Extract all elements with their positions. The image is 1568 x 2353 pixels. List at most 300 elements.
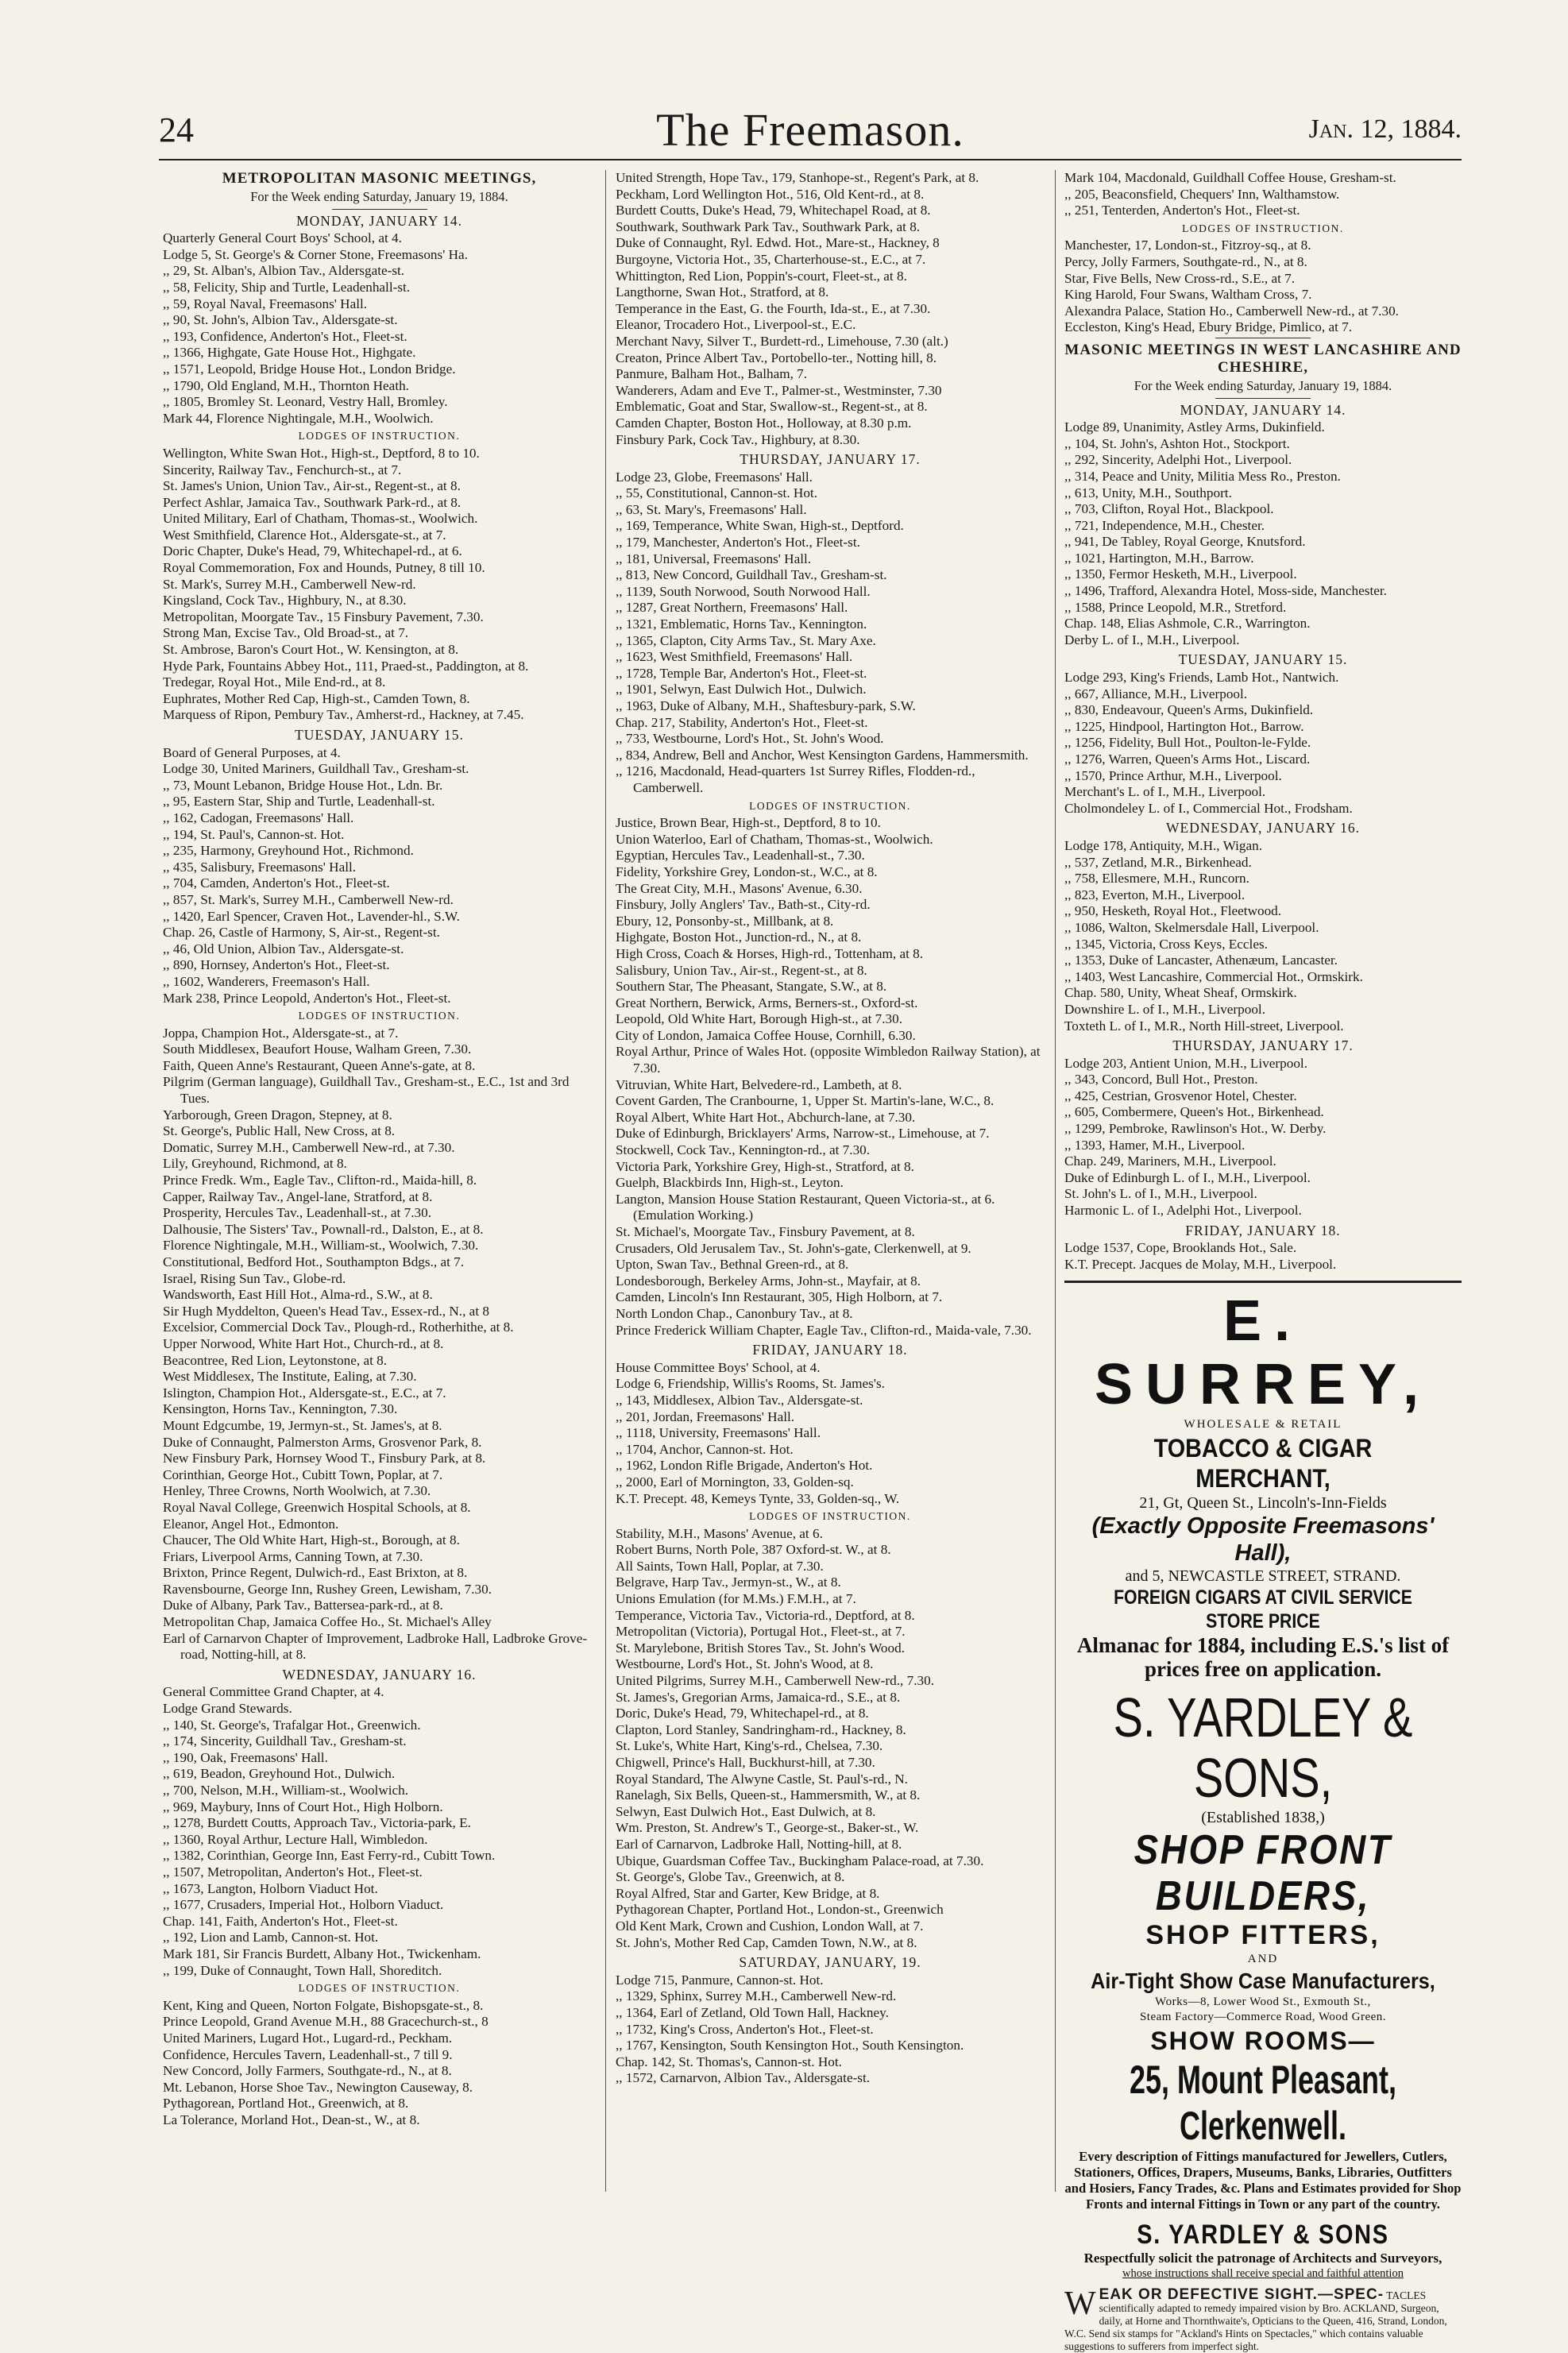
meeting-entry: ,, 667, Alliance, M.H., Liverpool. (1064, 686, 1248, 701)
meeting-entry: Metropolitan (Victoria), Portugal Hot., Fleet-st., at 7. (616, 1624, 906, 1640)
header-rule (159, 159, 1462, 160)
meeting-entry: Merchant's L. of I., M.H., Liverpool. (1064, 784, 1266, 800)
meeting-entry: ,, 1139, South Norwood, South Norwood Hall. (616, 583, 871, 599)
meeting-entry: Lodge 293, King's Friends, Lamb Hot., Nantwich. (1064, 670, 1339, 686)
meeting-entry: St. Luke's, White Hart, King's-rd., Chelsea, 7.30. (616, 1738, 883, 1754)
section-title: METROPOLITAN MASONIC MEETINGS, (222, 170, 537, 187)
meeting-entry: Lily, Greyhound, Richmond, at 8. (163, 1156, 347, 1172)
meeting-entry: Royal Standard, The Alwyne Castle, St. Paul's-rd., N. (616, 1771, 908, 1787)
meeting-entry: Langton, Mansion House Station Restaurant, Queen Victoria-st., at 6. (Emulation Working.) (616, 1191, 995, 1223)
meeting-entry: Finsbury, Jolly Anglers' Tav., Bath-st., City-rd. (616, 897, 871, 913)
section-title: MASONIC MEETINGS IN WEST LANCASHIRE AND CHESHIRE, (1064, 341, 1462, 376)
meeting-entry: Unions Emulation (for M.Ms.) F.M.H., at 7. (616, 1591, 856, 1607)
meeting-entry: ,, 1021, Hartington, M.H., Barrow. (1064, 550, 1254, 566)
meeting-entry: ,, 834, Andrew, Bell and Anchor, West Kensington Gardens, Hammersmith. (616, 747, 1029, 763)
meeting-entry: Temperance in the East, G. the Fourth, Ida-st., E., at 7.30. (616, 300, 931, 316)
instruction-heading: LODGES OF INSTRUCTION. (749, 1510, 911, 1523)
meeting-entry: United Strength, Hope Tav., 179, Stanhope-st., Regent's Park, at 8. (616, 170, 979, 185)
meeting-entry: Ebury, 12, Ponsonby-st., Millbank, at 8. (616, 913, 834, 929)
meeting-entry: Domatic, Surrey M.H., Camberwell New-rd., at 7.30. (163, 1139, 455, 1155)
yardley-established: (Established 1838,) (1201, 1809, 1325, 1826)
meeting-entry: ,, 1790, Old England, M.H., Thornton Heath. (163, 377, 409, 393)
meeting-entry: West Middlesex, The Institute, Ealing, at 7.30. (163, 1369, 417, 1385)
meeting-entry: Euphrates, Mother Red Cap, High-st., Camden Town, 8. (163, 690, 470, 706)
meeting-entry: Westbourne, Lord's Hot., St. John's Wood, at 8. (616, 1656, 874, 1672)
masthead: The Freemason. (656, 104, 964, 156)
meeting-entry: Prince Leopold, Grand Avenue M.H., 88 Gracechurch-st., 8 (163, 2014, 489, 2030)
meeting-entry: ,, 201, Jordan, Freemasons' Hall. (616, 1408, 795, 1424)
meeting-entry: Leopold, Old White Hart, Borough High-st., at 7.30. (616, 1011, 903, 1027)
meeting-entry: ,, 1225, Hindpool, Hartington Hot., Barrow. (1064, 718, 1304, 734)
meeting-entry: Duke of Albany, Park Tav., Battersea-park-rd., at 8. (163, 1598, 443, 1613)
meeting-entry: Ranelagh, Six Bells, Queen-st., Hammersmith, W., at 8. (616, 1787, 921, 1803)
meeting-entry: St. John's, Mother Red Cap, Camden Town, N.W., at 8. (616, 1934, 917, 1950)
meeting-entry: Great Northern, Berwick, Arms, Berners-st., Oxford-st. (616, 995, 918, 1010)
meeting-entry: Mt. Lebanon, Horse Shoe Tav., Newington Causeway, 8. (163, 2079, 473, 2095)
meeting-entry: Emblematic, Goat and Star, Swallow-st., Regent-st., at 8. (616, 399, 928, 415)
meeting-entry: Ubique, Guardsman Coffee Tav., Buckingham Palace-road, at 7.30. (616, 1853, 984, 1868)
meeting-entry: St. Mark's, Surrey M.H., Camberwell New-rd. (163, 576, 416, 592)
meeting-entry: Lodge 178, Antiquity, M.H., Wigan. (1064, 837, 1262, 853)
meeting-entry: House Committee Boys' School, at 4. (616, 1359, 821, 1375)
yardley-works: Works—8, Lower Wood St., Exmouth St., (1155, 1995, 1371, 2008)
meeting-entry: Royal Naval College, Greenwich Hospital Schools, at 8. (163, 1499, 471, 1515)
column-divider (605, 170, 606, 2192)
yardley-advertisement (1064, 1687, 1462, 2281)
meeting-entry: ,, 174, Sincerity, Guildhall Tav., Gresham-st. (163, 1733, 407, 1749)
meeting-entry: Selwyn, East Dulwich Hot., East Dulwich, at 8. (616, 1803, 876, 1819)
meeting-entry: ,, 537, Zetland, M.R., Birkenhead. (1064, 854, 1252, 870)
meeting-entry: Henley, Three Crowns, North Woolwich, at 7.30. (163, 1483, 431, 1499)
meeting-entry: King Harold, Four Swans, Waltham Cross, 7. (1064, 287, 1312, 303)
meeting-entry: Lodge 6, Friendship, Willis's Rooms, St. James's. (616, 1376, 885, 1392)
meeting-entry: ,, 613, Unity, M.H., Southport. (1064, 485, 1232, 500)
meeting-entry: Percy, Jolly Farmers, Southgate-rd., N., at 8. (1064, 253, 1307, 269)
meeting-entry: Star, Five Bells, New Cross-rd., S.E., at 7. (1064, 270, 1296, 286)
meeting-entry: ,, 890, Hornsey, Anderton's Hot., Fleet-st. (163, 957, 390, 973)
meeting-entry: ,, 63, St. Mary's, Freemasons' Hall. (616, 501, 807, 517)
meeting-entry: Merchant Navy, Silver T., Burdett-rd., Limehouse, 7.30 (alt.) (616, 333, 948, 349)
day-heading: WEDNESDAY, JANUARY 16. (1165, 820, 1360, 836)
day-heading: THURSDAY, JANUARY 17. (1172, 1037, 1354, 1054)
meeting-entry: Pilgrim (German language), Guildhall Tav., Gresham-st., E.C., 1st and 3rd Tues. (163, 1074, 570, 1107)
meeting-entry: Beacontree, Red Lion, Leytonstone, at 8. (163, 1352, 388, 1368)
meeting-entry: ,, 90, St. John's, Albion Tav., Aldersgate-st. (163, 312, 398, 328)
meeting-entry: ,, 758, Ellesmere, M.H., Runcorn. (1064, 871, 1249, 887)
meeting-entry: Excelsior, Commercial Dock Tav., Plough-rd., Rotherhithe, at 8. (163, 1319, 514, 1335)
meeting-entry: ,, 1086, Walton, Skelmersdale Hall, Liverpool. (1064, 919, 1319, 935)
meeting-entry: ,, 29, St. Alban's, Albion Tav., Aldersgate-st. (163, 263, 405, 279)
meeting-entry: Strong Man, Excise Tav., Old Broad-st., at 7. (163, 625, 409, 641)
meeting-entry: Pythagorean Chapter, Portland Hot., London-st., Greenwich (616, 1902, 944, 1918)
column-divider (1055, 170, 1056, 2192)
meeting-entry: South Middlesex, Beaufort House, Walham Green, 7.30. (163, 1041, 472, 1057)
meeting-entry: ,, 251, Tenterden, Anderton's Hot., Fleet-st. (1064, 203, 1300, 218)
day-heading: TUESDAY, JANUARY 15. (295, 727, 464, 743)
meeting-entry: Friars, Liverpool Arms, Canning Town, at 7.30. (163, 1548, 423, 1564)
meeting-entry: Mark 238, Prince Leopold, Anderton's Hot., Fleet-st. (163, 990, 451, 1006)
meeting-entry: ,, 1382, Corinthian, George Inn, East Ferry-rd., Cubitt Town. (163, 1848, 496, 1864)
meeting-entry: Highgate, Boston Hot., Junction-rd., N., at 8. (616, 929, 862, 945)
meeting-entry: ,, 193, Confidence, Anderton's Hot., Fleet-st. (163, 328, 407, 344)
west-lancashire-listings (1064, 170, 1462, 1273)
meeting-entry: ,, 733, Westbourne, Lord's Hot., St. John's Wood. (616, 731, 884, 747)
surrey-almanac: Almanac for 1884, including E.S.'s list of prices free on application. (1076, 1633, 1450, 1681)
instruction-heading: LODGES OF INSTRUCTION. (298, 1982, 461, 1995)
meeting-entry: Israel, Rising Sun Tav., Globe-rd. (163, 1270, 346, 1286)
meeting-entry: ,, 343, Concord, Bull Hot., Preston. (1064, 1072, 1258, 1088)
meeting-entry: Earl of Carnarvon Chapter of Improvement, Ladbroke Hall, Ladbroke Grove-road, Notting-hill, at 8. (163, 1630, 588, 1663)
meeting-entry: ,, 703, Clifton, Royal Hot., Blackpool. (1064, 501, 1274, 517)
meeting-entry: ,, 1507, Metropolitan, Anderton's Hot., Fleet-st. (163, 1864, 423, 1880)
meeting-entry: ,, 1299, Pembroke, Rawlinson's Hot., W. Derby. (1064, 1121, 1327, 1137)
meeting-entry: K.T. Precept. Jacques de Molay, M.H., Liverpool. (1064, 1256, 1337, 1272)
meeting-entry: St. Marylebone, British Stores Tav., St. John's Wood. (616, 1640, 905, 1656)
meeting-entry: ,, 59, Royal Naval, Freemasons' Hall. (163, 296, 368, 311)
meeting-entry: Faith, Queen Anne's Restaurant, Queen Anne's-gate, at 8. (163, 1057, 476, 1073)
meeting-entry: Duke of Connaught, Palmerston Arms, Grosvenor Park, 8. (163, 1434, 482, 1450)
instruction-heading: LODGES OF INSTRUCTION. (298, 430, 461, 442)
meeting-entry: ,, 140, St. George's, Trafalgar Hot., Greenwich. (163, 1717, 421, 1733)
meeting-entry: Toxteth L. of I., M.R., North Hill-street, Liverpool. (1064, 1018, 1344, 1034)
meeting-entry: Metropolitan Chap, Jamaica Coffee Ho., St. Michael's Alley (163, 1614, 492, 1630)
meeting-entry: Doric, Duke's Head, 79, Whitechapel-rd., at 8. (616, 1706, 869, 1721)
meeting-entry: ,, 1732, King's Cross, Anderton's Hot., Fleet-st. (616, 2021, 874, 2037)
meeting-entry: Metropolitan, Moorgate Tav., 15 Finsbury Pavement, 7.30. (163, 609, 484, 624)
meeting-entry: Creaton, Prince Albert Tav., Portobello-ter., Notting hill, 8. (616, 350, 937, 365)
section-rule (332, 209, 427, 210)
meeting-entry: Eleanor, Trocadero Hot., Liverpool-st., E.C. (616, 317, 856, 333)
meeting-entry: ,, 1963, Duke of Albany, M.H., Shaftesbury-park, S.W. (616, 698, 916, 713)
meeting-entry: Board of General Purposes, at 4. (163, 744, 341, 760)
meeting-entry: ,, 1496, Trafford, Alexandra Hotel, Moss-side, Manchester. (1064, 583, 1387, 599)
meeting-entry: ,, 1673, Langton, Holborn Viaduct Hot. (163, 1880, 378, 1896)
meeting-entry: Lodge 30, United Mariners, Guildhall Tav., Gresham-st. (163, 761, 469, 777)
instruction-heading: LODGES OF INSTRUCTION. (1182, 222, 1344, 234)
meeting-entry: ,, 721, Independence, M.H., Chester. (1064, 517, 1265, 533)
meeting-entry: ,, 1353, Duke of Lancaster, Athenæum, Lancaster. (1064, 952, 1338, 968)
meeting-entry: Chigwell, Prince's Hall, Buckhurst-hill, at 7.30. (616, 1755, 875, 1770)
column-1 (163, 170, 596, 2204)
meeting-entry: Wandsworth, East Hill Hot., Alma-rd., S.W., at 8. (163, 1287, 433, 1303)
meeting-entry: Camden Chapter, Boston Hot., Holloway, at 8.30 p.m. (616, 415, 912, 431)
meeting-entry: ,, 1365, Clapton, City Arms Tav., St. Mary Axe. (616, 632, 876, 648)
sight-advertisement (1064, 2285, 1462, 2353)
meeting-entry: Earl of Carnarvon, Ladbroke Hall, Notting-hill, at 8. (616, 1836, 902, 1852)
page-header (159, 103, 1462, 159)
meeting-entry: Royal Albert, White Hart Hot., Abchurch-lane, at 7.30. (616, 1109, 916, 1125)
meeting-entry: Dalhousie, The Sisters' Tav., Pownall-rd., Dalston, E., at 8. (163, 1221, 484, 1237)
meeting-entry: Florence Nightingale, M.H., William-st., Woolwich, 7.30. (163, 1238, 479, 1254)
meeting-entry: Harmonic L. of I., Adelphi Hot., Liverpool. (1064, 1203, 1302, 1219)
page-number: 24 (159, 110, 194, 149)
meeting-entry: Royal Arthur, Prince of Wales Hot. (opposite Wimbledon Railway Station), at 7.30. (616, 1044, 1041, 1076)
meeting-entry: ,, 950, Hesketh, Royal Hot., Fleetwood. (1064, 903, 1282, 919)
surrey-advertisement (1064, 1281, 1462, 1681)
meeting-entry: Lodge 715, Panmure, Cannon-st. Hot. (616, 1972, 824, 1988)
meeting-entry: ,, 205, Beaconsfield, Chequers' Inn, Walthamstow. (1064, 186, 1340, 202)
day-heading: SATURDAY, JANUARY, 19. (739, 1954, 921, 1971)
yardley-name-2: S. YARDLEY & SONS (1137, 2219, 1389, 2250)
ad-rule (1064, 1281, 1462, 1283)
meeting-entry: Confidence, Hercules Tavern, Leadenhall-st., 7 till 9. (163, 2046, 453, 2062)
meeting-entry: Union Waterloo, Earl of Chatham, Thomas-st., Woolwich. (616, 831, 933, 847)
meeting-entry: ,, 46, Old Union, Albion Tav., Aldersgate-st. (163, 941, 404, 956)
meeting-entry: North London Chap., Canonbury Tav., at 8. (616, 1305, 853, 1321)
meeting-entry: ,, 605, Combermere, Queen's Hot., Birkenhead. (1064, 1104, 1324, 1120)
meeting-entry: High Cross, Coach & Horses, High-rd., Tottenham, at 8. (616, 945, 924, 961)
meeting-entry: Mount Edgcumbe, 19, Jermyn-st., St. James's, at 8. (163, 1417, 442, 1433)
meeting-entry: ,, 292, Sincerity, Adelphi Hot., Liverpool. (1064, 452, 1292, 468)
surrey-address-1: 21, Gt, Queen St., Lincoln's-Inn-Fields (1139, 1494, 1387, 1512)
meeting-entry: Corinthian, George Hot., Cubitt Town, Poplar, at 7. (163, 1466, 443, 1482)
meeting-entry: ,, 1329, Sphinx, Surrey M.H., Camberwell New-rd. (616, 1988, 897, 2004)
meeting-entry: Downshire L. of I., M.H., Liverpool. (1064, 1001, 1265, 1017)
meeting-entry: ,, 813, New Concord, Guildhall Tav., Gresham-st. (616, 567, 887, 583)
meeting-entry: Lodge 89, Unanimity, Astley Arms, Dukinfield. (1064, 419, 1325, 435)
meeting-entry: Upper Norwood, White Hart Hot., Church-rd., at 8. (163, 1335, 444, 1351)
meeting-entry: ,, 704, Camden, Anderton's Hot., Fleet-st. (163, 875, 390, 891)
meeting-entry: Chap. 141, Faith, Anderton's Hot., Fleet-st. (163, 1913, 398, 1929)
meeting-entry: Doric Chapter, Duke's Head, 79, Whitechapel-rd., at 6. (163, 543, 462, 559)
meeting-entry: ,, 55, Constitutional, Cannon-st. Hot. (616, 485, 817, 501)
meeting-entry: ,, 969, Maybury, Inns of Court Hot., High Holborn. (163, 1799, 443, 1814)
meeting-entry: Lodge 5, St. George's & Corner Stone, Freemasons' Ha. (163, 246, 468, 262)
meeting-entry: Pythagorean, Portland Hot., Greenwich, at 8. (163, 2096, 409, 2112)
meeting-entry: Duke of Connaught, Ryl. Edwd. Hot., Mare-st., Hackney, 8 (616, 235, 940, 251)
meeting-entry: ,, 1572, Carnarvon, Albion Tav., Aldersgate-st. (616, 2070, 871, 2086)
yardley-name: S. YARDLEY & SONS, (1113, 1687, 1413, 1809)
meeting-entry: Lodge 23, Globe, Freemasons' Hall. (616, 469, 813, 485)
meeting-entry: Perfect Ashlar, Jamaica Tav., Southwark Park-rd., at 8. (163, 494, 462, 510)
yardley-fitters: SHOP FITTERS, (1145, 1920, 1381, 1950)
drop-cap: W (1064, 2285, 1096, 2322)
meeting-entry: ,, 1901, Selwyn, East Dulwich Hot., Dulwich. (616, 682, 867, 697)
meeting-entry: La Tolerance, Morland Hot., Dean-st., W., at 8. (163, 2112, 420, 2127)
meeting-entry: ,, 235, Harmony, Greyhound Hot., Richmond. (163, 843, 414, 859)
meeting-entry: Royal Alfred, Star and Garter, Kew Bridge, at 8. (616, 1885, 880, 1901)
meeting-entry: ,, 435, Salisbury, Freemasons' Hall. (163, 859, 357, 875)
meeting-entry: Wanderers, Adam and Eve T., Palmer-st., Westminster, 7.30 (616, 382, 942, 398)
surrey-opposite: (Exactly Opposite Freemasons' Hall), (1091, 1513, 1435, 1566)
day-heading: WEDNESDAY, JANUARY 16. (282, 1666, 477, 1683)
meeting-entry: Sincerity, Railway Tav., Fenchurch-st., at 7. (163, 462, 402, 477)
meeting-entry: ,, 1570, Prince Arthur, M.H., Liverpool. (1064, 767, 1282, 783)
column-3 (1064, 170, 1462, 2352)
meeting-entry: Guelph, Blackbirds Inn, High-st., Leyton. (616, 1175, 844, 1191)
meeting-entry: Southwark, Southwark Park Tav., Southwark Park, at 8. (616, 218, 921, 234)
meeting-entry: Marquess of Ripon, Pembury Tav., Amherst-rd., Hackney, at 7.45. (163, 707, 524, 723)
meeting-entry: ,, 1216, Macdonald, Head-quarters 1st Surrey Rifles, Flodden-rd., Camberwell. (616, 763, 975, 795)
meeting-entry: Derby L. of I., M.H., Liverpool. (1064, 632, 1240, 647)
meeting-entry: Vitruvian, White Hart, Belvedere-rd., Lambeth, at 8. (616, 1076, 902, 1092)
meeting-entry: Burdett Coutts, Duke's Head, 79, Whitechapel Road, at 8. (616, 203, 931, 218)
meeting-entry: Brixton, Prince Regent, Dulwich-rd., East Brixton, at 8. (163, 1565, 468, 1581)
day-heading: FRIDAY, JANUARY 18. (752, 1342, 908, 1358)
meeting-entry: St. George's, Globe Tav., Greenwich, at 8. (616, 1869, 845, 1885)
section-subtitle: For the Week ending Saturday, January 19, 1884. (250, 189, 508, 204)
meeting-entry: Chap. 580, Unity, Wheat Sheaf, Ormskirk. (1064, 985, 1297, 1001)
meeting-entry: ,, 425, Cestrian, Grosvenor Hotel, Chester. (1064, 1088, 1297, 1103)
yardley-show-rooms: SHOW ROOMS— (1150, 2026, 1376, 2055)
meeting-entry: ,, 1805, Bromley St. Leonard, Vestry Hall, Bromley. (163, 394, 448, 410)
meeting-entry: ,, 1278, Burdett Coutts, Approach Tav., Victoria-park, E. (163, 1815, 471, 1831)
meeting-entry: Fidelity, Yorkshire Grey, London-st., W.C., at 8. (616, 864, 878, 879)
meeting-entry: ,, 192, Lion and Lamb, Cannon-st. Hot. (163, 1930, 379, 1945)
meeting-entry: ,, 1321, Emblematic, Horns Tav., Kennington. (616, 616, 867, 632)
meeting-entry: Victoria Park, Yorkshire Grey, High-st., Stratford, at 8. (616, 1158, 914, 1174)
meeting-entry: Eleanor, Angel Hot., Edmonton. (163, 1516, 339, 1532)
yardley-shopfront: SHOP FRONT BUILDERS, (1134, 1827, 1392, 1919)
meeting-entry: ,, 190, Oak, Freemasons' Hall. (163, 1749, 328, 1765)
meeting-entry: ,, 1420, Earl Spencer, Craven Hot., Lavender-hl., S.W. (163, 908, 460, 924)
meeting-entry: Chap. 26, Castle of Harmony, S, Air-st., Regent-st. (163, 925, 440, 941)
meeting-entry: ,, 179, Manchester, Anderton's Hot., Fleet-st. (616, 535, 860, 551)
meeting-entry: ,, 2000, Earl of Mornington, 33, Golden-sq. (616, 1474, 854, 1489)
meeting-entry: Wellington, White Swan Hot., High-st., Deptford, 8 to 10. (163, 445, 480, 461)
meeting-entry: St. George's, Public Hall, New Cross, at 8. (163, 1123, 396, 1139)
meeting-entry: ,, 1393, Hamer, M.H., Liverpool. (1064, 1137, 1246, 1153)
meeting-entry: Robert Burns, North Pole, 387 Oxford-st. W., at 8. (616, 1542, 891, 1558)
meeting-entry: ,, 58, Felicity, Ship and Turtle, Leadenhall-st. (163, 279, 411, 295)
meeting-entry: ,, 181, Universal, Freemasons' Hall. (616, 551, 812, 566)
meeting-entry: West Smithfield, Clarence Hot., Aldersgate-st., at 7. (163, 527, 446, 543)
meeting-entry: ,, 1588, Prince Leopold, M.R., Stretford. (1064, 599, 1287, 615)
yardley-address: 25, Mount Pleasant, Clerkenwell. (1129, 2057, 1397, 2148)
meeting-entry: Stability, M.H., Masons' Avenue, at 6. (616, 1525, 823, 1541)
meeting-entry: Hyde Park, Fountains Abbey Hot., 111, Praed-st., Paddington, at 8. (163, 658, 529, 674)
meeting-entry: Justice, Brown Bear, High-st., Deptford, 8 to 10. (616, 815, 881, 831)
meeting-entry: ,, 1366, Highgate, Gate House Hot., Highgate. (163, 345, 416, 361)
meeting-entry: Camden, Lincoln's Inn Restaurant, 305, High Holborn, at 7. (616, 1289, 943, 1305)
meeting-entry: ,, 1704, Anchor, Cannon-st. Hot. (616, 1441, 794, 1457)
meeting-entry: Kensington, Horns Tav., Kennington, 7.30. (163, 1401, 398, 1417)
meeting-entry: ,, 199, Duke of Connaught, Town Hall, Shoreditch. (163, 1962, 442, 1978)
meeting-entry: ,, 1276, Warren, Queen's Arms Hot., Liscard. (1064, 751, 1311, 767)
meeting-entry: New Finsbury Park, Hornsey Wood T., Finsbury Park, at 8. (163, 1451, 486, 1466)
meeting-entry: St. James's, Gregorian Arms, Jamaica-rd., S.E., at 8. (616, 1689, 901, 1705)
section-rule (1215, 398, 1311, 399)
meeting-entry: ,, 1571, Leopold, Bridge House Hot., London Bridge. (163, 361, 456, 377)
meeting-entry: United Mariners, Lugard Hot., Lugard-rd., Peckham. (163, 2030, 453, 2046)
meeting-entry: Cholmondeley L. of I., Commercial Hot., Frodsham. (1064, 800, 1353, 816)
instruction-heading: LODGES OF INSTRUCTION. (298, 1010, 461, 1022)
meeting-entry: Stockwell, Cock Tav., Kennington-rd., at 7.30. (616, 1142, 871, 1158)
meeting-entry: Whittington, Red Lion, Poppin's-court, Fleet-st., at 8. (616, 268, 907, 284)
meeting-entry: ,, 95, Eastern Star, Ship and Turtle, Leadenhall-st. (163, 794, 435, 809)
meeting-entry: ,, 700, Nelson, M.H., William-st., Woolwich. (163, 1783, 409, 1798)
meeting-entry: Egyptian, Hercules Tav., Leadenhall-st., 7.30. (616, 848, 865, 864)
meeting-entry: ,, 162, Cadogan, Freemasons' Hall. (163, 809, 354, 825)
meeting-entry: ,, 941, De Tabley, Royal George, Knutsford. (1064, 534, 1306, 550)
surrey-trade: WHOLESALE & RETAIL (1184, 1418, 1342, 1432)
meeting-entry: ,, 1360, Royal Arthur, Lecture Hall, Wimbledon. (163, 1831, 428, 1847)
yardley-factory: Steam Factory—Commerce Road, Wood Green. (1139, 2010, 1387, 2023)
meeting-entry: Londesborough, Berkeley Arms, John-st., Mayfair, at 8. (616, 1273, 921, 1289)
meeting-entry: ,, 314, Peace and Unity, Militia Mess Ro., Preston. (1064, 468, 1341, 484)
meeting-entry: ,, 1345, Victoria, Cross Keys, Eccles. (1064, 936, 1268, 952)
surrey-foreign-cigars: FOREIGN CIGARS AT CIVIL SERVICE STORE PRICE (1114, 1586, 1412, 1632)
meeting-entry: Chaucer, The Old White Hart, High-st., Borough, at 8. (163, 1532, 460, 1548)
meeting-entry: Mark 44, Florence Nightingale, M.H., Woolwich. (163, 410, 434, 426)
meeting-entry: ,, 104, St. John's, Ashton Hot., Stockport. (1064, 435, 1290, 451)
meeting-entry: ,, 1677, Crusaders, Imperial Hot., Holborn Viaduct. (163, 1897, 444, 1913)
meeting-entry: Eccleston, King's Head, Ebury Bridge, Pimlico, at 7. (1064, 319, 1353, 335)
meeting-entry: Capper, Railway Tav., Angel-lane, Stratford, at 8. (163, 1188, 433, 1204)
meeting-entry: ,, 823, Everton, M.H., Liverpool. (1064, 887, 1246, 902)
meeting-entry: Joppa, Champion Hot., Aldersgate-st., at 7. (163, 1025, 399, 1041)
meeting-entry: Temperance, Victoria Tav., Victoria-rd., Deptford, at 8. (616, 1607, 915, 1623)
day-heading: MONDAY, JANUARY 14. (1180, 401, 1346, 418)
meeting-entry: ,, 169, Temperance, White Swan, High-st., Deptford. (616, 518, 904, 534)
meeting-entry: ,, 73, Mount Lebanon, Bridge House Hot., Ldn. Br. (163, 777, 443, 793)
meeting-entry: Manchester, 17, London-st., Fitzroy-sq., at 8. (1064, 238, 1311, 253)
meeting-entry: St. Ambrose, Baron's Court Hot., W. Kensington, at 8. (163, 642, 459, 658)
meeting-entry: Burgoyne, Victoria Hot., 35, Charterhouse-st., E.C., at 7. (616, 251, 926, 267)
yardley-respect: Respectfully solicit the patronage of Architects and Surveyors, (1083, 2250, 1442, 2266)
meeting-entry: Constitutional, Bedford Hot., Southampton Bdgs., at 7. (163, 1254, 465, 1269)
meeting-entry: The Great City, M.H., Masons' Avenue, 6.30. (616, 880, 863, 896)
meeting-entry: Quarterly General Court Boys' School, at 4. (163, 230, 402, 246)
meeting-entry: Clapton, Lord Stanley, Sandringham-rd., Hackney, 8. (616, 1721, 906, 1737)
day-heading: MONDAY, JANUARY 14. (296, 212, 462, 229)
meeting-entry: Islington, Champion Hot., Aldersgate-st., E.C., at 7. (163, 1385, 446, 1401)
yardley-and: AND (1247, 1953, 1279, 1965)
meeting-entry: Lodge 1537, Cope, Brooklands Hot., Sale. (1064, 1240, 1297, 1256)
meeting-entry: Chap. 142, St. Thomas's, Cannon-st. Hot. (616, 2054, 842, 2069)
meeting-entry: Peckham, Lord Wellington Hot., 516, Old Kent-rd., at 8. (616, 186, 925, 202)
meeting-entry: Alexandra Palace, Station Ho., Camberwell New-rd., at 7.30. (1064, 303, 1399, 319)
meeting-entry: General Committee Grand Chapter, at 4. (163, 1684, 384, 1700)
meeting-entry: ,, 1287, Great Northern, Freemasons' Hall. (616, 600, 848, 616)
meeting-entry: Panmure, Balham Hot., Balham, 7. (616, 366, 808, 382)
meeting-entry: Yarborough, Green Dragon, Stepney, at 8. (163, 1107, 392, 1122)
meeting-entry: Southern Star, The Pheasant, Stangate, S.W., at 8. (616, 979, 887, 995)
meeting-entry: Upton, Swan Tav., Bethnal Green-rd., at 8. (616, 1257, 849, 1273)
section-subtitle: For the Week ending Saturday, January 19, 1884. (1134, 377, 1392, 393)
meeting-entry: ,, 830, Endeavour, Queen's Arms, Dukinfield. (1064, 702, 1314, 718)
yardley-description: Every description of Fittings manufactured for Jewellers, Cutlers, Stationers, Offices, Drapers, Museums, Banks, Libraries, Outfitters and Hosiers, Fancy Trades, &c. Plans and Estimates provided for Shop Fronts and internal Fittings in Town or any part of the country. (1064, 2148, 1462, 2212)
meeting-entry: ,, 1623, West Smithfield, Freemasons' Hall. (616, 649, 853, 665)
surrey-name: E. SURREY, (1094, 1289, 1432, 1417)
meeting-entry: ,, 1767, Kensington, South Kensington Hot., South Kensington. (616, 2038, 964, 2054)
meeting-entry: Mark 104, Macdonald, Guildhall Coffee House, Gresham-st. (1064, 170, 1396, 185)
meeting-entry: Tredegar, Royal Hot., Mile End-rd., at 8. (163, 674, 386, 690)
meeting-entry: ,, 194, St. Paul's, Cannon-st. Hot. (163, 826, 345, 842)
yardley-airtight: Air-Tight Show Case Manufacturers, (1091, 1968, 1435, 1993)
meeting-entry: St. James's Union, Union Tav., Air-st., Regent-st., at 8. (163, 478, 461, 494)
meeting-entry: Kent, King and Queen, Norton Folgate, Bishopsgate-st., 8. (163, 1997, 484, 2013)
day-heading: TUESDAY, JANUARY 15. (1178, 651, 1348, 668)
meeting-entry: Old Kent Mark, Crown and Cushion, London Wall, at 7. (616, 1918, 924, 1934)
meeting-entry: Wm. Preston, St. Andrew's T., George-st., Baker-st., W. (616, 1820, 919, 1836)
meeting-entry: Salisbury, Union Tav., Air-st., Regent-st., at 8. (616, 962, 867, 978)
meeting-entry: ,, 1256, Fidelity, Bull Hot., Poulton-le-Fylde. (1064, 735, 1311, 751)
meeting-entry: United Military, Earl of Chatham, Thomas-st., Woolwich. (163, 511, 478, 527)
meeting-entry: All Saints, Town Hall, Poplar, at 7.30. (616, 1558, 824, 1574)
meeting-entry: Prince Frederick William Chapter, Eagle Tav., Clifton-rd., Maida-vale, 7.30. (616, 1322, 1032, 1338)
meeting-entry: Mark 181, Sir Francis Burdett, Albany Hot., Twickenham. (163, 1945, 481, 1961)
day-heading: THURSDAY, JANUARY 17. (740, 451, 921, 468)
surrey-merchant: TOBACCO & CIGAR MERCHANT, (1153, 1434, 1373, 1493)
meeting-entry: Covent Garden, The Cranbourne, 1, Upper St. Martin's-lane, W.C., 8. (616, 1093, 994, 1109)
meeting-entry: Duke of Edinburgh, Bricklayers' Arms, Narrow-st., Limehouse, at 7. (616, 1126, 990, 1142)
meeting-entry: Kingsland, Cock Tav., Highbury, N., at 8.30. (163, 593, 407, 609)
meeting-entry: ,, 857, St. Mark's, Surrey M.H., Camberwell New-rd. (163, 891, 454, 907)
meeting-entry: ,, 143, Middlesex, Albion Tav., Aldersgate-st. (616, 1392, 863, 1408)
meeting-entry: ,, 1728, Temple Bar, Anderton's Hot., Fleet-st. (616, 665, 867, 681)
meeting-entry: Langthorne, Swan Hot., Stratford, at 8. (616, 284, 829, 300)
